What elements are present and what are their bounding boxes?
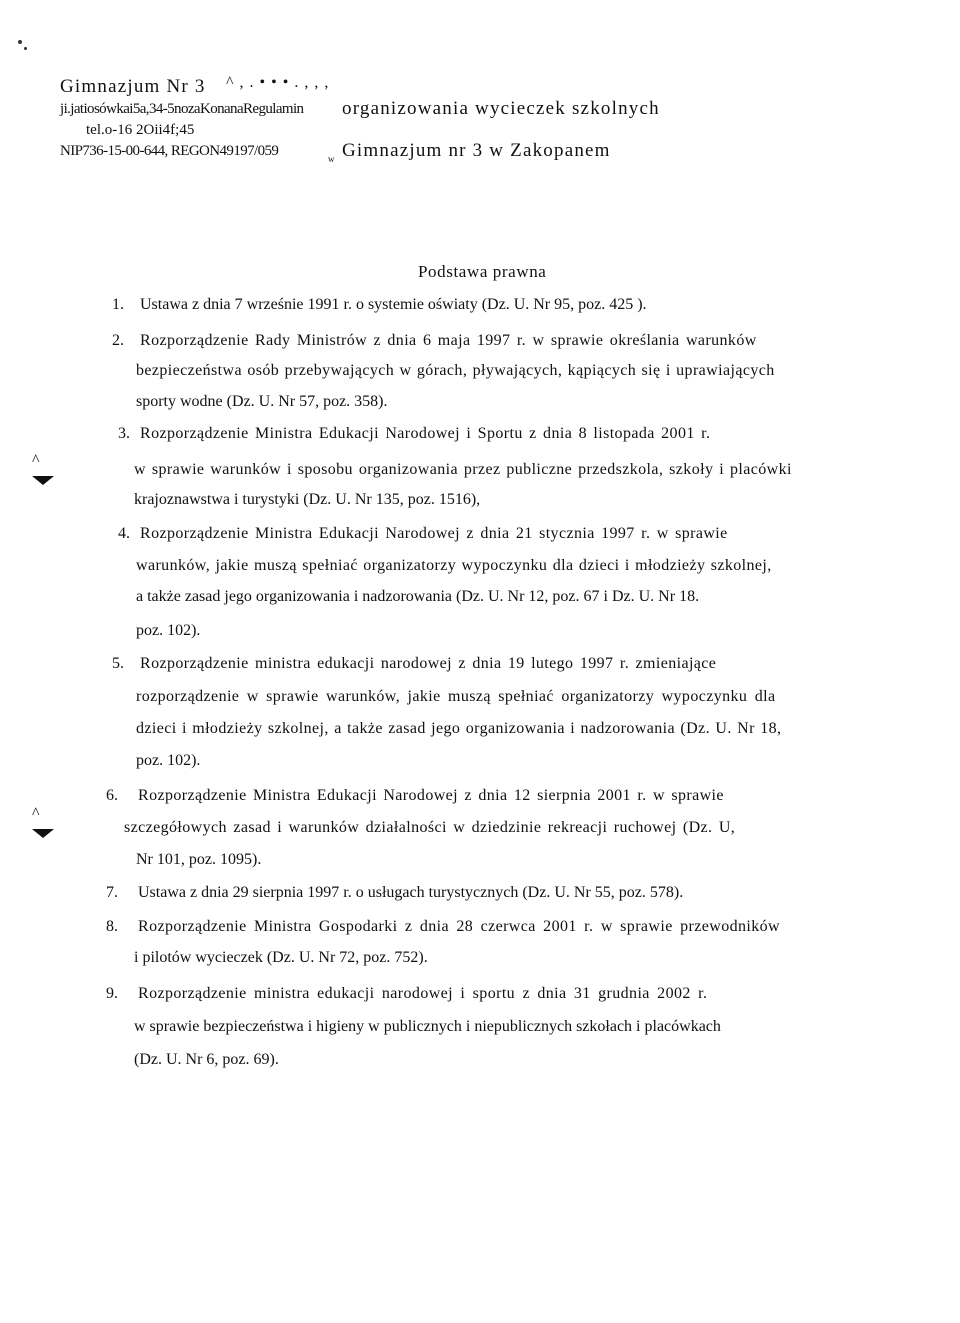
school-name: Gimnazjum Nr 3 — [60, 76, 206, 97]
item-number: 4. — [118, 525, 130, 542]
margin-caret-1: ^ — [32, 452, 40, 469]
item-number: 8. — [106, 918, 118, 935]
regulation-title-line2: Gimnazjum nr 3 w Zakopanem — [342, 140, 611, 161]
regulation-title-line1: organizowania wycieczek szkolnych — [342, 98, 660, 119]
scan-speck — [24, 47, 27, 50]
item-number: 5. — [112, 655, 124, 672]
item-line: poz. 102). — [136, 752, 201, 769]
item-line: w sprawie warunków i sposobu organizowania przez publiczne przedszkola, szkoły i placówki — [134, 461, 792, 478]
item-line: warunków, jakie muszą spełniać organizatorzy wypoczynku dla dzieci i młodzieży szkolnej, — [136, 557, 772, 574]
header-marks: ^ , . • • • . , , , — [226, 74, 330, 91]
item-line: bezpieczeństwa osób przebywających w górach, pływających, kąpiących się i uprawiających — [136, 362, 775, 379]
item-line: rozporządzenie w sprawie warunków, jakie muszą spełniać organizatorzy wypoczynku dla — [136, 688, 776, 705]
item-line: Rozporządzenie Ministra Gospodarki z dnia 28 czerwca 2001 r. w sprawie przewodników — [138, 918, 781, 935]
school-address: ji.jatiosówkai5a,34-5nozaKonanaRegulamin — [60, 101, 304, 117]
item-line: Rozporządzenie Ministra Edukacji Narodowej z dnia 21 stycznia 1997 r. w sprawie — [140, 525, 728, 542]
margin-wedge-1 — [32, 476, 54, 485]
section-title: Podstawa prawna — [418, 262, 547, 281]
item-line: Rozporządzenie ministra edukacji narodowej i sportu z dnia 31 grudnia 2002 r. — [138, 985, 708, 1002]
school-ids: NIP736-15-00-644, REGON49197/059 — [60, 143, 279, 159]
margin-wedge-2 — [32, 829, 54, 838]
item-line: sporty wodne (Dz. U. Nr 57, poz. 358). — [136, 393, 388, 410]
item-line: krajoznawstwa i turystyki (Dz. U. Nr 135, poz. 1516), — [134, 491, 481, 508]
item-line: dzieci i młodzieży szkolnej, a także zasad jego organizowania i nadzorowania (Dz. U. Nr 18, — [136, 720, 782, 737]
w-mark: w — [328, 154, 335, 164]
item-line: Ustawa z dnia 7 wrześnie 1991 r. o systemie oświaty (Dz. U. Nr 95, poz. 425 ). — [140, 296, 647, 313]
item-line: w sprawie bezpieczeństwa i higieny w publicznych i niepublicznych szkołach i placówkach — [134, 1018, 721, 1035]
item-line: poz. 102). — [136, 622, 201, 639]
item-number: 1. — [112, 296, 124, 313]
item-line: Rozporządzenie Ministra Edukacji Narodowej z dnia 12 sierpnia 2001 r. w sprawie — [138, 787, 724, 804]
item-line: Rozporządzenie Ministra Edukacji Narodowej i Sportu z dnia 8 listopada 2001 r. — [140, 425, 711, 442]
item-line: Ustawa z dnia 29 sierpnia 1997 r. o usługach turystycznych (Dz. U. Nr 55, poz. 578). — [138, 884, 684, 901]
item-number: 9. — [106, 985, 118, 1002]
item-line: i pilotów wycieczek (Dz. U. Nr 72, poz. 752). — [134, 949, 428, 966]
item-line: a także zasad jego organizowania i nadzorowania (Dz. U. Nr 12, poz. 67 i Dz. U. Nr 18. — [136, 588, 700, 605]
item-number: 2. — [112, 332, 124, 349]
item-line: szczegółowych zasad i warunków działalności w dziedzinie rekreacji ruchowej (Dz. U, — [124, 819, 736, 836]
item-number: 3. — [118, 425, 130, 442]
item-line: (Dz. U. Nr 6, poz. 69). — [134, 1051, 279, 1068]
school-phone: tel.o-16 2Oii4f;45 — [86, 122, 195, 138]
item-line: Nr 101, poz. 1095). — [136, 851, 262, 868]
scan-speck — [18, 40, 22, 44]
item-number: 7. — [106, 884, 118, 901]
margin-caret-2: ^ — [32, 805, 40, 822]
item-line: Rozporządzenie ministra edukacji narodowej z dnia 19 lutego 1997 r. zmieniające — [140, 655, 717, 672]
item-line: Rozporządzenie Rady Ministrów z dnia 6 maja 1997 r. w sprawie określania warunków — [140, 332, 757, 349]
item-number: 6. — [106, 787, 118, 804]
